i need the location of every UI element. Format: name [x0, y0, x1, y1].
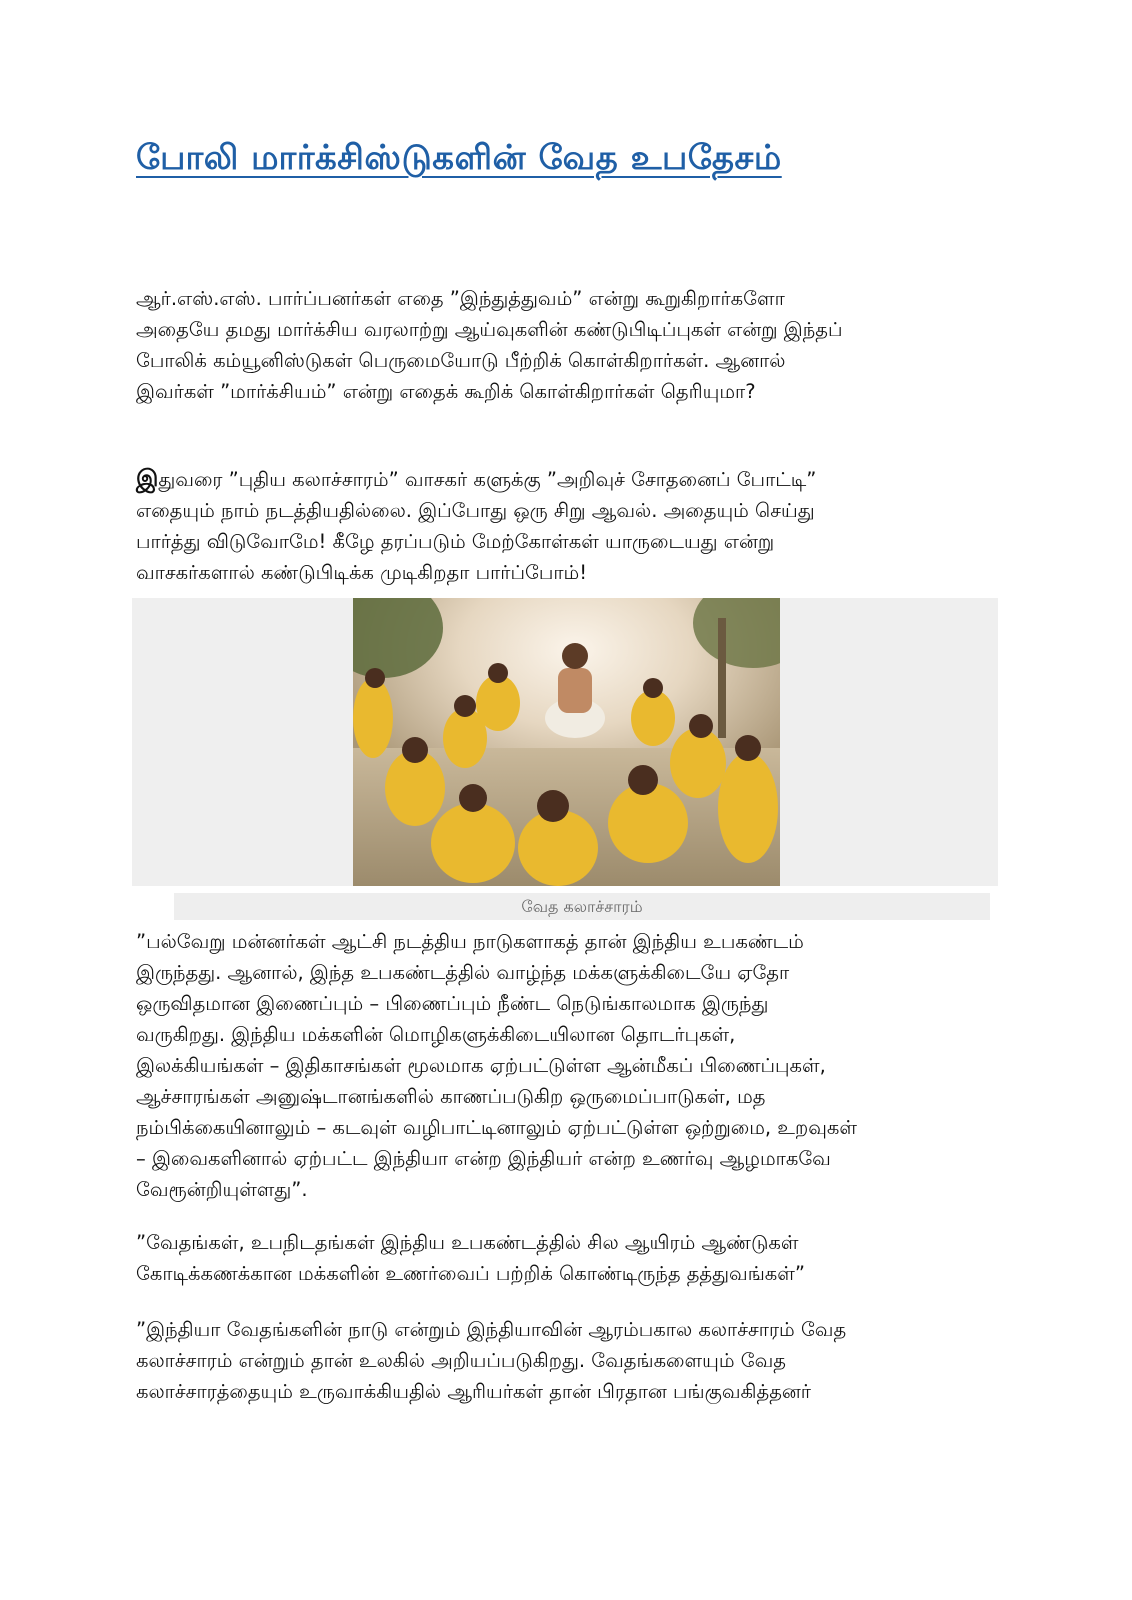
paragraph-line: கோடிக்கணக்கான மக்களின் உணர்வைப் பற்றிக் கொண்டிருந்த தத்துவங்கள்”	[136, 1262, 805, 1285]
paragraph-line: பார்த்து விடுவோமே! கீழே தரப்படும் மேற்கோள்கள் யாருடையது என்று	[136, 530, 775, 553]
paragraph-line: ஒருவிதமான இணைப்பும் – பிணைப்பும் நீண்ட நெடுங்காலமாக இருந்து	[136, 992, 769, 1015]
paragraph-line: ஆர்.எஸ்.எஸ். பார்ப்பனர்கள் எதை ”இந்துத்துவம்” என்று கூறுகிறார்களோ	[136, 287, 785, 310]
paragraph-line: போலிக் கம்யூனிஸ்டுகள் பெருமையோடு பீற்றிக் கொள்கிறார்கள். ஆனால்	[136, 349, 786, 372]
paragraph-line	[136, 464, 996, 495]
paragraph-line: இருந்தது. ஆனால், இந்த உபகண்டத்தில் வாழ்ந்த மக்களுக்கிடையே ஏதோ	[136, 961, 790, 984]
paragraph-line: ஆச்சாரங்கள் அனுஷ்டானங்களில் காணப்படுகிற ஒருமைப்பாடுகள், மத	[136, 1085, 766, 1108]
paragraph-line: வருகிறது. இந்திய மக்களின் மொழிகளுக்கிடையிலான தொடர்புகள்,	[136, 1023, 736, 1046]
quote-paragraph-1	[136, 926, 996, 1205]
quote-paragraph-2	[136, 1227, 996, 1289]
image-caption: வேத கலாச்சாரம்	[174, 893, 990, 920]
paragraph-line-text: துவரை ”புதிய கலாச்சாரம்” வாசகர் களுக்கு ”அறிவுச் சோதனைப் போட்டி”	[158, 468, 817, 491]
paragraph-line: எதையும் நாம் நடத்தியதில்லை. இப்போது ஒரு சிறு ஆவல். அதையும் செய்து	[136, 499, 815, 522]
intro-paragraph	[136, 283, 996, 407]
drop-cap: இ	[136, 466, 159, 492]
paragraph-line: கலாச்சாரத்தையும் உருவாக்கியதில் ஆரியர்கள் தான் பிரதான பங்குவகித்தனர்	[136, 1380, 811, 1403]
paragraph-line: – இவைகளினால் ஏற்பட்ட இந்தியா என்ற இந்தியர் என்ற உணர்வு ஆழமாகவே	[136, 1147, 831, 1170]
paragraph-line: அதையே தமது மார்க்சிய வரலாற்று ஆய்வுகளின் கண்டுபிடிப்புகள் என்று இந்தப்	[136, 318, 843, 341]
vedic-class-photo	[353, 598, 780, 886]
quote-paragraph-3	[136, 1314, 996, 1407]
paragraph-line: ”இந்தியா வேதங்களின் நாடு என்றும் இந்தியாவின் ஆரம்பகால கலாச்சாரம் வேத	[136, 1318, 847, 1341]
paragraph-line: இவர்கள் ”மார்க்சியம்” என்று எதைக் கூறிக் கொள்கிறார்கள் தெரியுமா?	[136, 380, 756, 403]
paragraph-line: வேரூன்றியுள்ளது”.	[136, 1178, 308, 1201]
paragraph-line: ”வேதங்கள், உபநிடதங்கள் இந்திய உபகண்டத்தில் சில ஆயிரம் ஆண்டுகள்	[136, 1231, 799, 1254]
article-title[interactable]: போலி மார்க்சிஸ்டுகளின் வேத உபதேசம்	[136, 138, 782, 178]
paragraph-line: ”பல்வேறு மன்னர்கள் ஆட்சி நடத்திய நாடுகளாகத் தான் இந்திய உபகண்டம்	[136, 930, 804, 953]
paragraph-line: வாசகர்களால் கண்டுபிடிக்க முடிகிறதா பார்ப்போம்!	[136, 561, 588, 584]
quiz-paragraph	[136, 464, 996, 588]
paragraph-line: கலாச்சாரம் என்றும் தான் உலகில் அறியப்படுகிறது. வேதங்களையும் வேத	[136, 1349, 786, 1372]
paragraph-line: இலக்கியங்கள் – இதிகாசங்கள் மூலமாக ஏற்பட்டுள்ள ஆன்மீகப் பிணைப்புகள்,	[136, 1054, 826, 1077]
paragraph-line: நம்பிக்கையினாலும் – கடவுள் வழிபாட்டினாலும் ஏற்பட்டுள்ள ஒற்றுமை, உறவுகள்	[136, 1116, 857, 1139]
